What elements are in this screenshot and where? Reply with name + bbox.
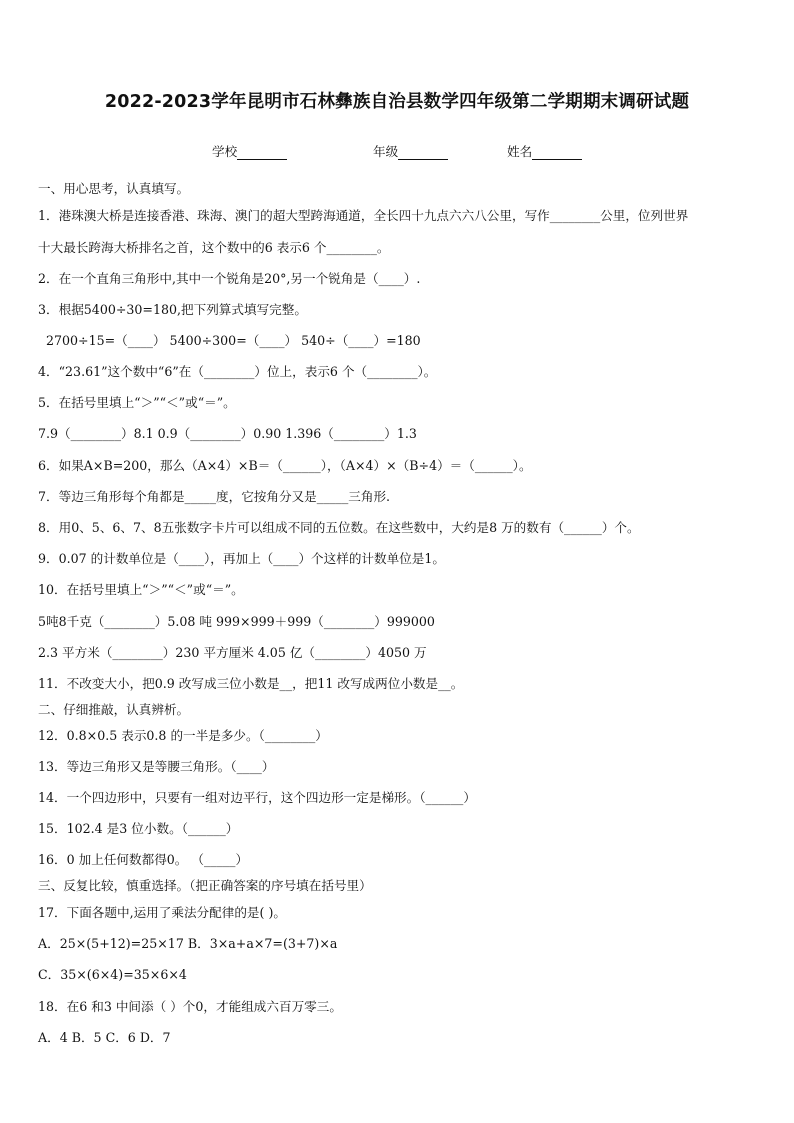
question-3-items: 2700÷15=（____） 5400÷300=（____） 540÷（____）=180 (46, 333, 421, 348)
question-13: 13．等边三角形又是等腰三角形。（____） (38, 759, 275, 774)
question-10-row-1: 5吨8千克（________）5.08 吨 999×999＋999（________）999000 (38, 614, 435, 629)
school-label: 学校 (212, 144, 238, 159)
question-17-options-1: A．25×(5+12)=25×17 B．3×a+a×7=(3+7)×a (38, 936, 338, 951)
question-7: 7．等边三角形每个角都是_____度，它按角分又是_____三角形. (38, 489, 391, 504)
school-blank[interactable] (237, 146, 287, 160)
school-field[interactable] (212, 141, 287, 160)
name-blank[interactable] (532, 146, 582, 160)
grade-blank[interactable] (398, 146, 448, 160)
question-11: 11．不改变大小，把0.9 改写成三位小数是__，把11 改写成两位小数是__。 (38, 676, 464, 691)
question-14: 14．一个四边形中，只要有一组对边平行，这个四边形一定是梯形。（______） (38, 790, 476, 805)
question-10: 10．在括号里填上“＞”“＜”或“＝”。 (38, 582, 244, 597)
name-label: 姓名 (507, 144, 533, 159)
question-10-row-2: 2.3 平方米（________）230 平方厘米 4.05 亿（________）4050 万 (38, 645, 427, 660)
question-1-line-1: 1．港珠澳大桥是连接香港、珠海、澳门的超大型跨海通道，全长四十九点六六八公里，写作________公里，位列世界 (38, 208, 689, 223)
name-field[interactable] (507, 141, 582, 160)
question-5-items: 7.9（________）8.1 0.9（________）0.90 1.396（________）1.3 (38, 426, 417, 441)
question-5: 5．在括号里填上“＞”“＜”或“＝”。 (38, 395, 236, 410)
question-18-options: A．4 B．5 C．6 D．7 (38, 1030, 171, 1045)
question-17: 17．下面各题中,运用了乘法分配律的是( )。 (38, 905, 286, 920)
question-1-line-2: 十大最长跨海大桥排名之首，这个数中的6 表示6 个________。 (38, 240, 390, 255)
grade-label: 年级 (373, 144, 399, 159)
question-18: 18．在6 和3 中间添（ ）个0，才能组成六百万零三。 (38, 999, 342, 1014)
section-heading-1: 一、用心思考，认真填写。 (38, 181, 190, 196)
question-9: 9．0.07 的计数单位是（____），再加上（____）个这样的计数单位是1。 (38, 551, 445, 566)
question-15: 15．102.4 是3 位小数。（______） (38, 821, 239, 836)
section-heading-2: 二、仔细推敲，认真辨析。 (38, 702, 190, 717)
question-4: 4．“23.61”这个数中“6”在（________）位上，表示6 个（________）。 (38, 364, 437, 379)
question-6: 6．如果A×B=200，那么（A×4）×B＝（______），（A×4）×（B÷4）＝（______）。 (38, 458, 532, 473)
section-heading-3: 三、反复比较，慎重选择。（把正确答案的序号填在括号里） (38, 878, 372, 893)
question-16: 16．0 加上任何数都得0。 （_____） (38, 852, 249, 867)
question-3: 3．根据5400÷30=180,把下列算式填写完整。 (38, 302, 307, 317)
question-8: 8．用0、5、6、7、8五张数字卡片可以组成不同的五位数。在这些数中，大约是8 万的数有（______）个。 (38, 520, 640, 535)
question-2: 2．在一个直角三角形中,其中一个锐角是20°,另一个锐角是（____）. (38, 271, 421, 286)
page-title: 2022-2023学年昆明市石林彝族自治县数学四年级第二学期期末调研试题 (104, 92, 690, 112)
question-12: 12．0.8×0.5 表示0.8 的一半是多少。（________） (38, 728, 328, 743)
question-17-options-2: C．35×(6×4)=35×6×4 (38, 967, 187, 982)
grade-field[interactable] (373, 141, 448, 160)
